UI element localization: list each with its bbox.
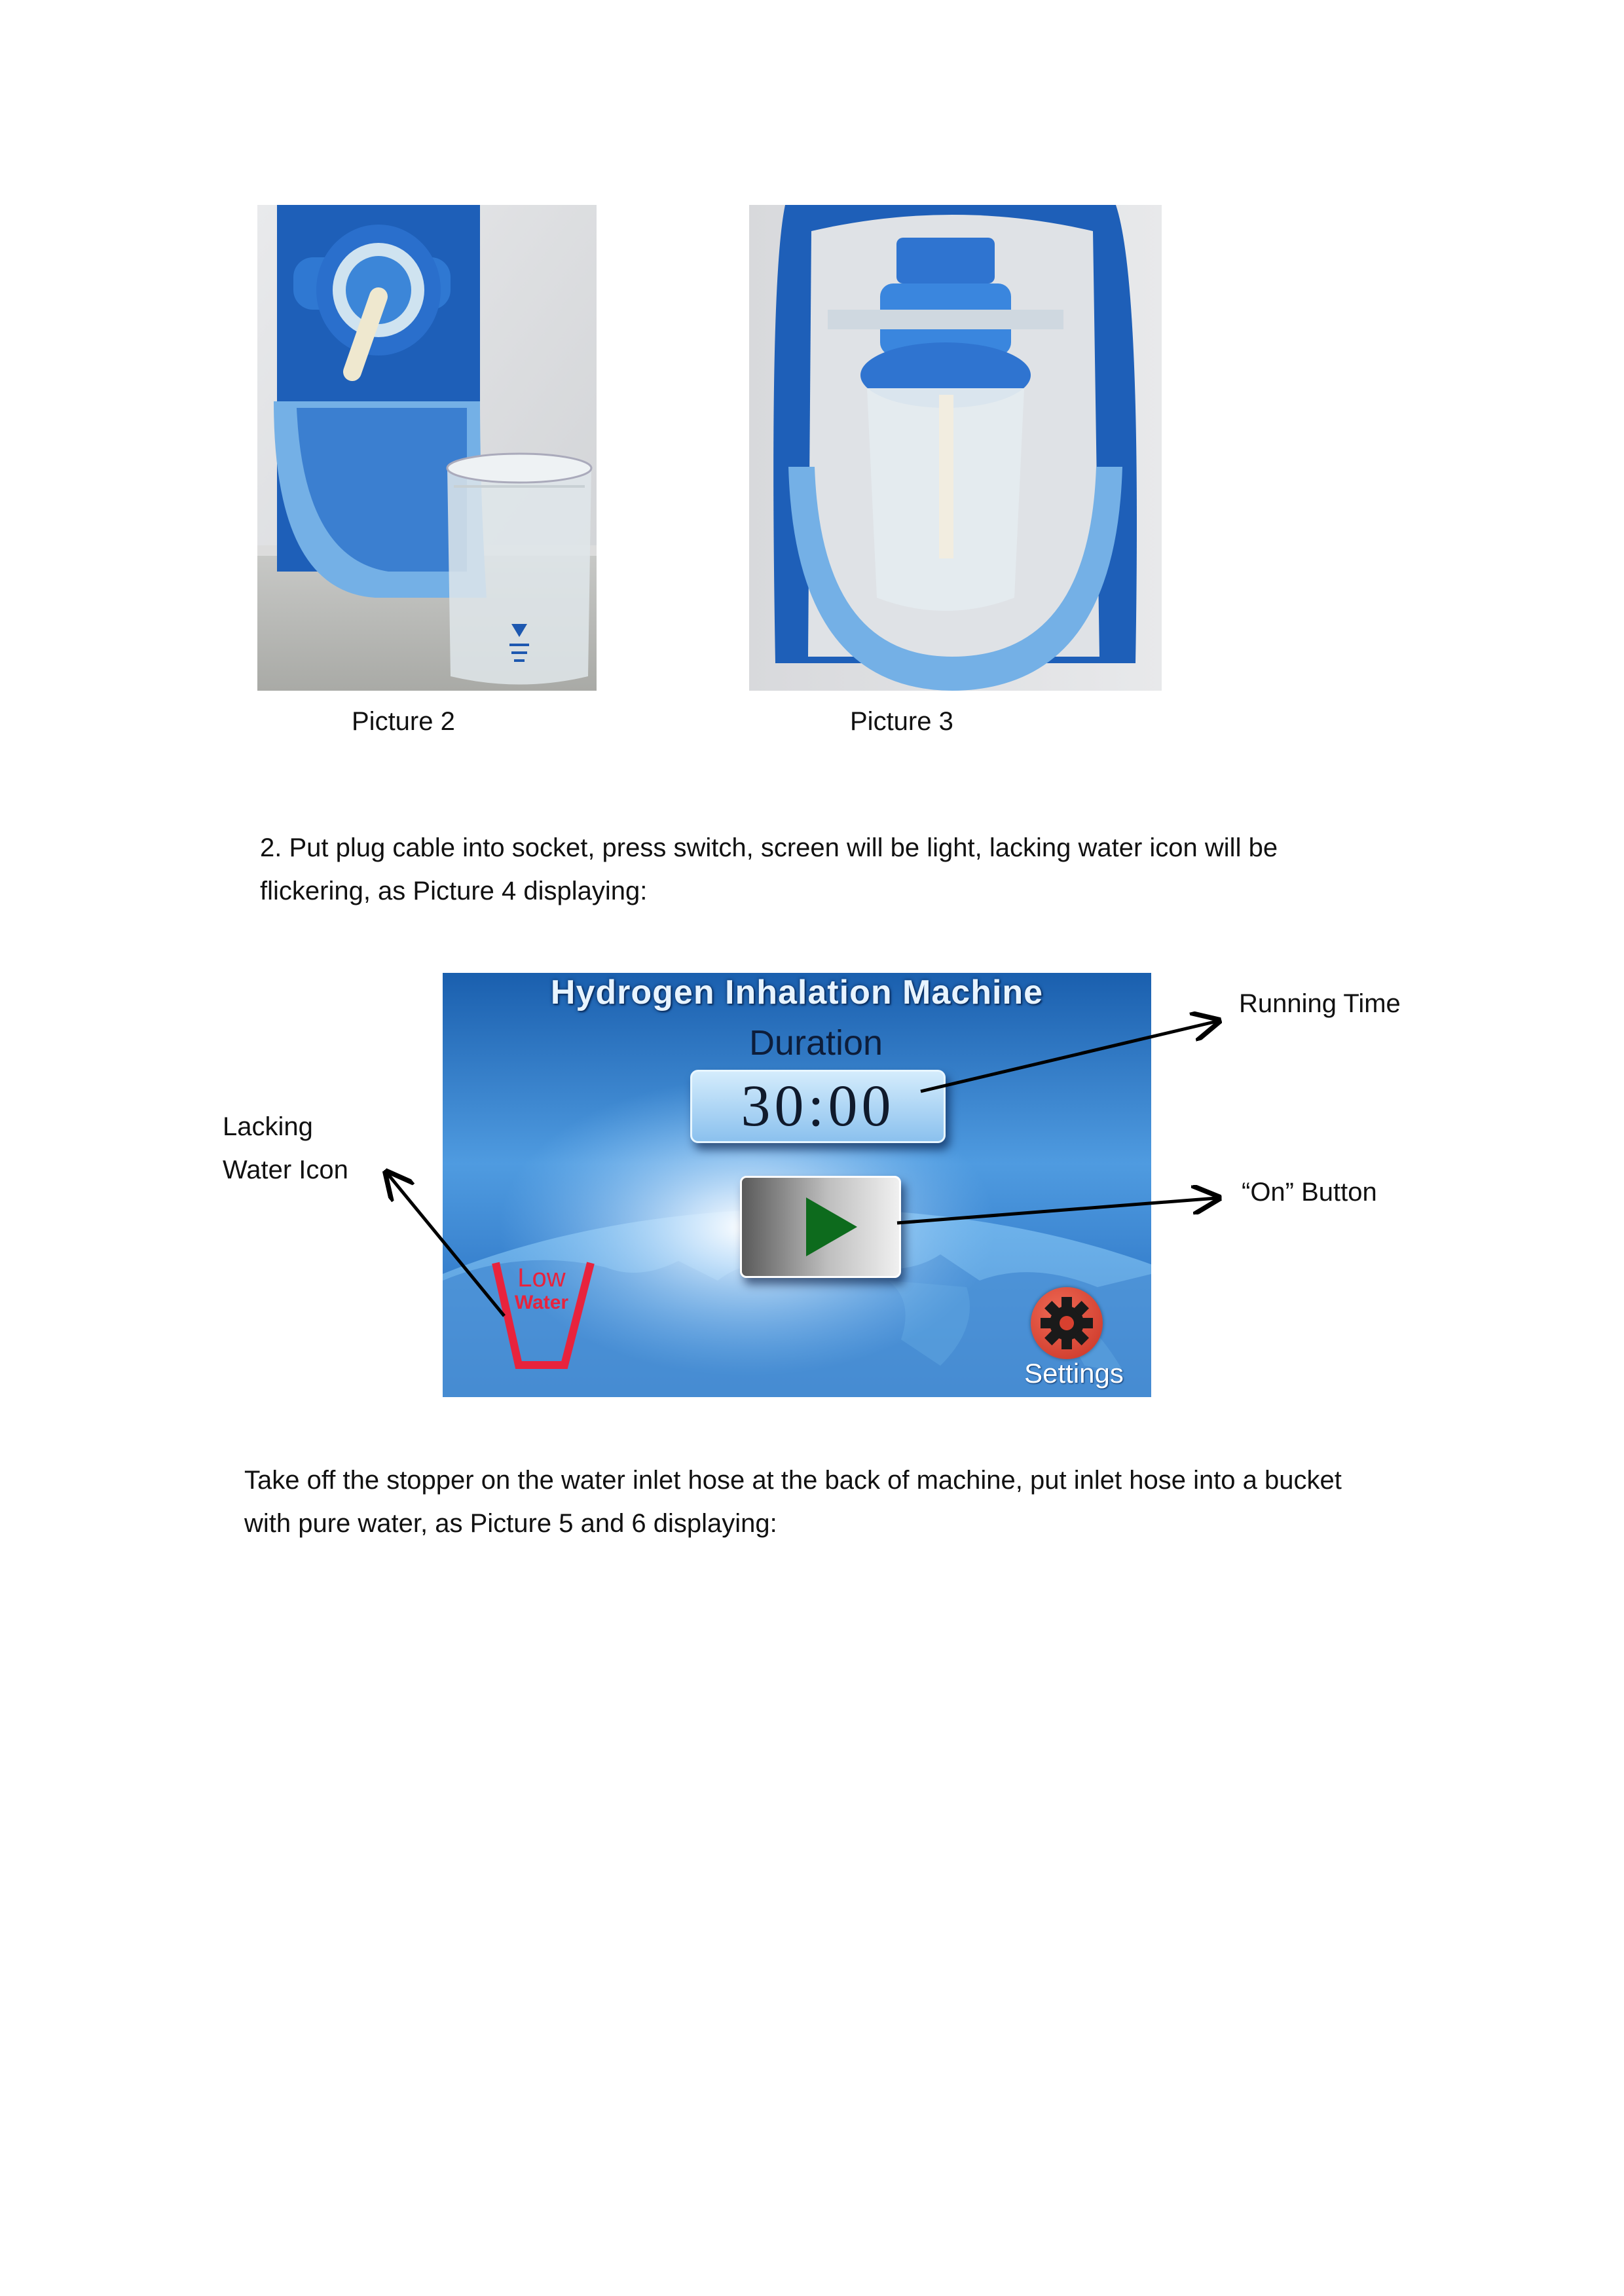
- low-water-text-2: Water: [514, 1292, 569, 1313]
- running-time-label: Running Time: [1239, 989, 1401, 1018]
- settings-label: Settings: [1024, 1358, 1124, 1389]
- low-water-text-1: Low: [517, 1264, 566, 1292]
- on-button-label: “On” Button: [1242, 1178, 1377, 1207]
- lacking-water-label-line-2: Water Icon: [223, 1156, 348, 1184]
- running-time-display: 30:00: [690, 1070, 946, 1143]
- lacking-water-label-line-1: Lacking: [223, 1112, 313, 1141]
- step-3-line-1: Take off the stopper on the water inlet hose at the back of machine, put inlet hose into a bucket: [244, 1466, 1342, 1495]
- step-2-line-1: 2. Put plug cable into socket, press switch, screen will be light, lacking water icon will be: [260, 833, 1278, 862]
- lacking-water-arrow: [388, 1174, 504, 1316]
- duration-label: Duration: [748, 1023, 883, 1063]
- picture-3-caption: Picture 3: [850, 707, 953, 736]
- screen-title: Hydrogen Inhalation Machine: [550, 974, 1044, 1011]
- on-button-arrow: [897, 1198, 1217, 1223]
- step-3-line-2: with pure water, as Picture 5 and 6 displaying:: [244, 1509, 777, 1538]
- step-2-line-2: flickering, as Picture 4 displaying:: [260, 877, 648, 905]
- running-time-arrow: [921, 1021, 1217, 1091]
- picture-2-caption: Picture 2: [352, 707, 455, 736]
